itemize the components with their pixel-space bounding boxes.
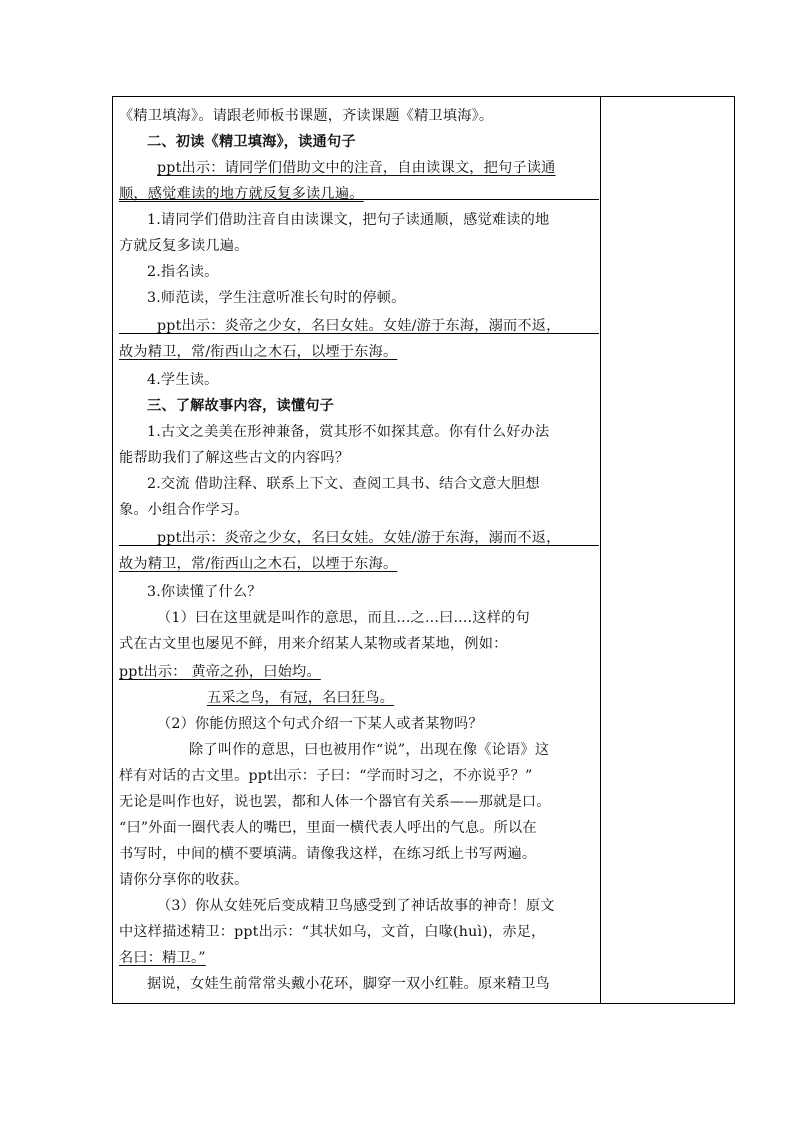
text-line: ppt出示：炎帝之少女，名曰女娃。女娃/游于东海，溺而不返，	[157, 318, 561, 334]
ppt-underline-rule	[119, 545, 599, 546]
text-line: 样有对话的古文里。ppt出示：子曰：“学而时习之，不亦说乎？”	[119, 768, 533, 784]
text-line: 据说，女娃生前常常头戴小花环，脚穿一双小红鞋。原来精卫鸟	[147, 976, 550, 992]
ppt-underline-rule	[119, 333, 599, 334]
text-line: 书写时，中间的横不要填满。请像我这样，在练习纸上书写两遍。	[119, 846, 537, 862]
text-line: 能帮助我们了解这些古文的内容吗？	[119, 450, 350, 466]
text-line: ppt出示：请同学们借助文中的注音，自由读课文，把句子读通	[157, 160, 556, 176]
text-line: 2.指名读。	[147, 264, 219, 280]
text-line: 《精卫填海》。请跟老师板书课题，齐读课题《精卫填海》。	[119, 108, 494, 124]
text-line: 顺，感觉难读的地方就反复多读几遍。	[119, 186, 364, 202]
text-line: 方就反复多读几遍。	[119, 238, 249, 254]
text-line: 除了叫作的意思，曰也被用作“说”，出现在像《论语》这	[189, 742, 550, 758]
text-line: “曰”外面一圈代表人的嘴巴，里面一横代表人呼出的气息。所以在	[119, 820, 537, 836]
lesson-content-cell	[119, 97, 599, 1003]
text-line: 1.请同学们借助注音自由读课文，把句子读通顺，感觉难读的地	[147, 212, 550, 228]
notes-cell	[601, 97, 734, 1003]
text-line: 式在古文里也屡见不鲜，用来介绍某人某物或者某地，例如：	[119, 636, 508, 652]
text-line: （3）你从女娃死后变成精卫鸟感受到了神话故事的神奇！原文	[157, 898, 555, 914]
text-line: 1.古文之美美在形神兼备，赏其形不如探其意。你有什么好办法	[147, 424, 550, 440]
text-line: 3.你读懂了什么？	[147, 584, 262, 600]
text-line: （2）你能仿照这个句式介绍一下某人或者某物吗？	[157, 716, 483, 732]
text-line: 请你分享你的收获。	[119, 872, 249, 888]
text-line: 4.学生读。	[147, 372, 219, 388]
text-line: 五采之鸟，有冠，名曰狂鸟。	[207, 690, 395, 706]
text-line: 故为精卫，常/衔西山之木石，以堙于东海。	[119, 344, 398, 360]
text-line: 无论是叫作也好，说也罢，都和人体一个器官有关系——那就是口。	[119, 794, 551, 810]
section-heading: 二、初读《精卫填海》，读通句子	[147, 134, 356, 150]
text-line: 名曰：精卫。”	[119, 950, 206, 966]
text-line: ppt出示： 黄帝之孙，曰始均。	[119, 664, 321, 680]
text-line: 故为精卫，常/衔西山之木石，以堙于东海。	[119, 556, 398, 572]
ppt-underline-rule	[119, 199, 599, 200]
text-line: 象。小组合作学习。	[119, 502, 249, 518]
text-line: （1）曰在这里就是叫作的意思，而且...之...曰....这样的句	[157, 610, 530, 626]
section-heading: 三、了解故事内容，读懂句子	[147, 398, 335, 414]
text-line: ppt出示：炎帝之少女，名曰女娃。女娃/游于东海，溺而不返，	[157, 530, 561, 546]
text-line: 中这样描述精卫：ppt出示：“其状如乌，文首，白喙(huì)，赤足，	[119, 924, 546, 940]
text-line: 3.师范读，学生注意听准长句时的停顿。	[147, 290, 406, 306]
lesson-plan-table	[112, 96, 735, 1004]
text-line: 2.交流 借助注释、联系上下文、查阅工具书、结合文意大胆想	[147, 476, 540, 492]
